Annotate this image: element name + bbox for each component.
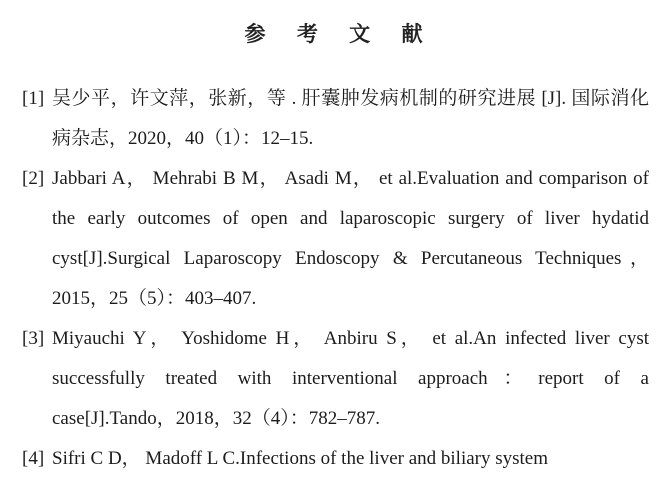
reference-item-2: [22, 159, 649, 319]
reference-number: [1]: [22, 88, 45, 109]
reference-text: Sifri C D， Madoff L C.Infections of the liver and biliary system: [52, 448, 549, 469]
reference-list: [22, 79, 649, 479]
reference-item-3: [22, 319, 649, 439]
reference-number: [3]: [22, 328, 45, 349]
reference-text: Jabbari A， Mehrabi B M， Asadi M， et al.Evaluation and comparison of the early outcomes of open and laparoscopic surgery of liver hydatid cyst[J].Surgical Laparoscopy Endoscopy & Percutaneous Techniques，2015，25（5）：403–407.: [52, 168, 649, 309]
reference-item-1: [22, 79, 649, 159]
reference-number: [2]: [22, 168, 45, 189]
references-heading: 参 考 文 献: [244, 22, 435, 46]
reference-item-4: [22, 439, 649, 479]
reference-text: Miyauchi Y， Yoshidome H， Anbiru S， et al.An infected liver cyst successfully treated with interventional approach：report of a case[J].Tando，2018，32（4）：782–787.: [52, 328, 649, 429]
reference-number: [4]: [22, 448, 45, 469]
reference-text: 吴少平，许文萍，张新，等 . 肝囊肿发病机制的研究进展 [J]. 国际消化病杂志，2020，40（1）：12–15.: [52, 88, 649, 149]
